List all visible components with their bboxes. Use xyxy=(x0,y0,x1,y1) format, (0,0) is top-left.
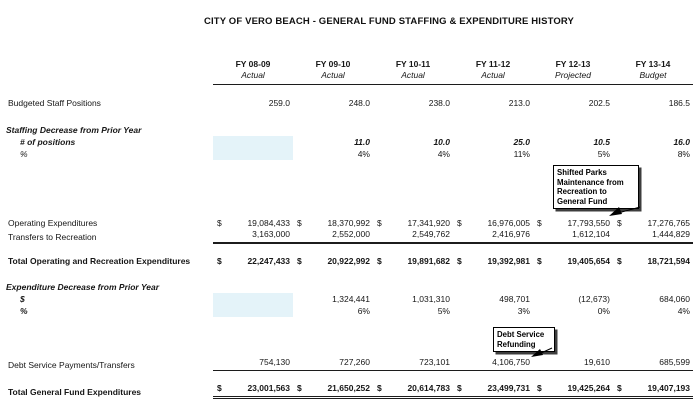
value-cell xyxy=(293,381,373,398)
cell-value: 19,405,654 xyxy=(567,255,610,266)
dollar-sign: $ xyxy=(377,383,382,393)
row-label: Operating Expenditures xyxy=(8,217,98,228)
spacer-row xyxy=(0,243,693,254)
header-spacer xyxy=(0,55,213,70)
spacer-row xyxy=(0,109,693,124)
value-cell xyxy=(453,217,533,229)
value-cell-highlighted xyxy=(213,148,293,160)
value-cell: 10.5 xyxy=(593,136,610,147)
dollar-sign: $ xyxy=(617,217,622,228)
value-cell xyxy=(293,217,373,229)
cell-value: 19,425,264 xyxy=(567,383,610,393)
cell-value: 18,721,594 xyxy=(647,255,690,266)
value-cell: 5% xyxy=(437,305,450,316)
column-header-fy: FY 12-13 xyxy=(555,59,591,69)
dollar-sign: $ xyxy=(457,383,462,393)
value-cell xyxy=(613,254,693,267)
dollar-sign: $ xyxy=(297,383,302,393)
value-cell: 238.0 xyxy=(428,97,450,108)
value-cell: 202.5 xyxy=(588,97,610,108)
dollar-sign: $ xyxy=(297,217,302,228)
spacer-row xyxy=(0,267,693,281)
row-label: # of positions xyxy=(20,136,76,147)
value-cell: 213.0 xyxy=(508,97,530,108)
value-cell: 3,163,000 xyxy=(213,229,293,243)
value-cell: 1,324,441 xyxy=(332,293,370,304)
value-cell: 5% xyxy=(597,148,610,159)
value-cell xyxy=(453,381,533,398)
value-cell xyxy=(373,217,453,229)
value-cell xyxy=(533,381,613,398)
callout-parks-shift xyxy=(553,165,639,209)
cell-value: 19,407,193 xyxy=(647,383,690,393)
value-cell: 498,701 xyxy=(499,293,530,304)
column-header-fy: FY 08-09 xyxy=(235,59,271,69)
table-row xyxy=(0,55,693,70)
value-cell: 10.0 xyxy=(433,136,450,147)
cell-value: 19,392,981 xyxy=(487,255,530,266)
cell-value: 17,276,765 xyxy=(647,217,690,228)
value-cell: 11.0 xyxy=(354,136,370,147)
cell-value: 17,341,920 xyxy=(407,217,450,228)
table-row xyxy=(0,70,693,85)
value-cell: 685,599 xyxy=(613,356,693,371)
value-cell: 4,106,750 xyxy=(453,356,533,371)
value-cell: 723,101 xyxy=(373,356,453,371)
cell-value: 22,247,433 xyxy=(247,255,290,266)
value-cell xyxy=(613,381,693,398)
table-row xyxy=(0,217,693,229)
dollar-sign: $ xyxy=(377,255,382,266)
value-cell xyxy=(213,381,293,398)
row-label: Debt Service Payments/Transfers xyxy=(8,359,135,370)
spacer-row xyxy=(0,85,693,96)
value-cell: 16.0 xyxy=(673,136,690,147)
value-cell: 4% xyxy=(357,148,370,159)
callout-text: Shifted Parks Maintenance from Recreation to General Fund xyxy=(557,168,624,206)
value-cell: 248.0 xyxy=(348,97,370,108)
row-label: $ xyxy=(20,293,25,304)
value-cell: 2,549,762 xyxy=(373,229,453,243)
cell-value: 20,614,783 xyxy=(407,383,450,393)
spacer-row xyxy=(0,371,693,381)
value-cell: 2,416,976 xyxy=(453,229,533,243)
table-row xyxy=(0,124,693,136)
table-row xyxy=(0,136,693,148)
value-cell: 11% xyxy=(513,148,530,159)
value-cell: 4% xyxy=(677,305,690,316)
row-label: Total General Fund Expenditures xyxy=(8,386,142,397)
dollar-sign: $ xyxy=(537,255,542,266)
table-row xyxy=(0,381,693,398)
column-header-basis: Actual xyxy=(213,70,293,85)
column-header-basis: Actual xyxy=(453,70,533,85)
dollar-sign: $ xyxy=(617,383,622,393)
table-row xyxy=(0,293,693,305)
value-cell: 0% xyxy=(597,305,610,316)
value-cell xyxy=(613,217,693,229)
value-cell-highlighted xyxy=(213,136,293,148)
dollar-sign: $ xyxy=(537,217,542,228)
dollar-sign: $ xyxy=(297,255,302,266)
column-header-fy: FY 09-10 xyxy=(315,59,351,69)
column-header-basis: Actual xyxy=(293,70,373,85)
row-label: % xyxy=(20,305,28,316)
value-cell: 684,060 xyxy=(659,293,690,304)
value-cell: 727,260 xyxy=(293,356,373,371)
dollar-sign: $ xyxy=(457,217,462,228)
arrow-down-left-icon xyxy=(604,204,644,218)
value-cell xyxy=(533,217,613,229)
value-cell xyxy=(453,254,533,267)
cell-value: 21,650,252 xyxy=(327,383,370,393)
value-cell: 19,610 xyxy=(533,356,613,371)
value-cell: (12,673) xyxy=(578,293,610,304)
value-cell: 6% xyxy=(357,305,370,316)
column-header-basis: Budget xyxy=(613,70,693,85)
table-row xyxy=(0,281,693,293)
value-cell: 3% xyxy=(517,305,530,316)
value-cell: 1,031,310 xyxy=(412,293,450,304)
spacer-row xyxy=(0,317,693,356)
value-cell: 25.0 xyxy=(513,136,530,147)
row-label: Budgeted Staff Positions xyxy=(8,97,101,108)
table-row xyxy=(0,229,693,243)
dollar-sign: $ xyxy=(217,255,222,266)
header-spacer xyxy=(0,70,213,85)
row-label: % xyxy=(20,148,28,159)
dollar-sign: $ xyxy=(217,383,222,393)
dollar-sign: $ xyxy=(617,255,622,266)
value-cell: 1,612,104 xyxy=(533,229,613,243)
table-row xyxy=(0,96,693,109)
arrow-down-left-icon xyxy=(527,346,555,360)
value-cell: 8% xyxy=(677,148,690,159)
value-cell: 186.5 xyxy=(668,97,690,108)
value-cell xyxy=(373,381,453,398)
dollar-sign: $ xyxy=(377,217,382,228)
cell-value: 16,976,005 xyxy=(487,217,530,228)
table-row xyxy=(0,356,693,371)
row-label: Transfers to Recreation xyxy=(8,231,97,242)
cell-value: 18,370,992 xyxy=(327,217,370,228)
cell-value: 19,891,682 xyxy=(407,255,450,266)
value-cell xyxy=(213,254,293,267)
column-header-fy: FY 10-11 xyxy=(395,59,431,69)
table-row xyxy=(0,305,693,317)
column-header-basis: Actual xyxy=(373,70,453,85)
value-cell: 2,552,000 xyxy=(293,229,373,243)
page-title: CITY OF VERO BEACH - GENERAL FUND STAFFING & EXPENDITURE HISTORY xyxy=(203,16,575,27)
section-header: Expenditure Decrease from Prior Year xyxy=(6,281,160,292)
table-row xyxy=(0,148,693,160)
cell-value: 19,084,433 xyxy=(247,217,290,228)
value-cell xyxy=(293,254,373,267)
value-cell: 4% xyxy=(437,148,450,159)
column-header-fy: FY 11-12 xyxy=(475,59,511,69)
dollar-sign: $ xyxy=(537,383,542,393)
cell-value: 23,001,563 xyxy=(247,383,290,393)
column-header-fy: FY 13-14 xyxy=(635,59,671,69)
cell-value: 23,499,731 xyxy=(487,383,530,393)
value-cell-highlighted xyxy=(213,293,293,305)
cell-value: 17,793,550 xyxy=(567,217,610,228)
value-cell: 1,444,829 xyxy=(613,229,693,243)
value-cell: 259.0 xyxy=(268,97,290,108)
staffing-expenditure-table xyxy=(0,55,693,399)
value-cell xyxy=(533,254,613,267)
value-cell xyxy=(213,217,293,229)
dollar-sign: $ xyxy=(457,255,462,266)
row-label: Total Operating and Recreation Expenditures xyxy=(8,255,191,266)
callout-text: Debt Service Refunding xyxy=(497,330,545,349)
section-header: Staffing Decrease from Prior Year xyxy=(6,124,142,135)
dollar-sign: $ xyxy=(217,217,222,228)
table-row xyxy=(0,254,693,267)
cell-value: 20,922,992 xyxy=(327,255,370,266)
value-cell-highlighted xyxy=(213,305,293,317)
value-cell: 754,130 xyxy=(213,356,293,371)
value-cell xyxy=(373,254,453,267)
column-header-basis: Projected xyxy=(533,70,613,85)
